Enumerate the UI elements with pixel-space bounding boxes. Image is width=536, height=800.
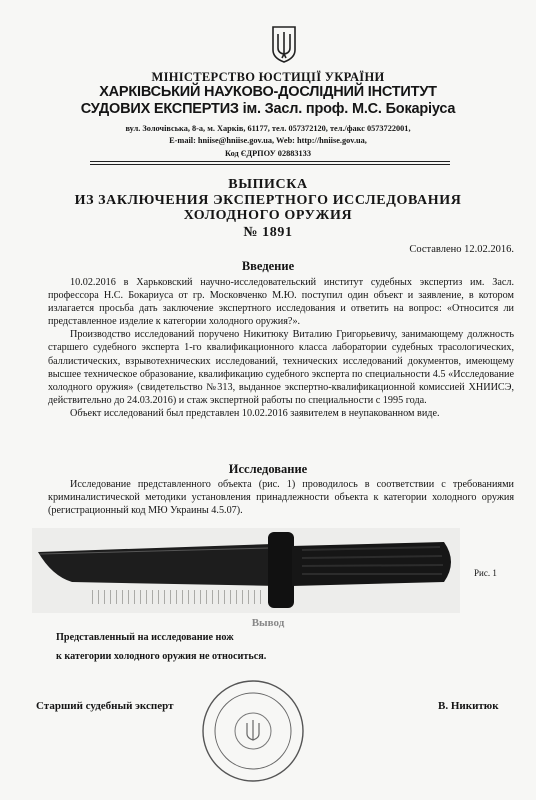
official-stamp-icon bbox=[200, 678, 306, 784]
institute-name-line2: СУДОВИХ ЕКСПЕРТИЗ ім. Засл. проф. М.С. Бокаріуса bbox=[80, 101, 456, 117]
compiled-date: Составлено 12.02.2016. bbox=[409, 244, 514, 255]
doc-title: ВЫПИСКА bbox=[228, 177, 308, 192]
doc-subtitle: ИЗ ЗАКЛЮЧЕНИЯ ЭКСПЕРТНОГО ИССЛЕДОВАНИЯ bbox=[74, 193, 462, 208]
conclusion-line: Представленный на исследование нож bbox=[56, 632, 234, 643]
doc-subtitle: ХОЛОДНОГО ОРУЖИЯ bbox=[183, 208, 353, 223]
intro-paragraph: 10.02.2016 в Харьковский научно-исследовательский институт судебных экспертиз им. Засл. профессора Н.С. Бокариуса от гр. Московченко М.Ю. поступил один объект и заявление, в котором излагается просьба дать заключение экспертного исследования и ответить на вопрос: «Относится ли представленное изделие к категории холодного оружия?». bbox=[48, 277, 514, 328]
intro-paragraph: Производство исследований поручено Никитюку Виталию Григорьевичу, занимающему должность старшего судебного эксперта 1-го квалификационного класса лаборатории судебных трасологических, баллистических, взрывотехнических исследований, технических исследований документов, имеющему высшее техническое образование, квалификацию судебного эксперта по специальности 4.5 «Исследование холодного оружия» (свидетельство №313, выданное экспертно-квалификационной комиссией ХНИИСЭ, действительно до 24.03.2016) и стаж экспертной работы по специальности с 1995 года. bbox=[48, 329, 514, 406]
section-heading-research: Исследование bbox=[228, 462, 308, 476]
edrpou-code: Код ЄДРПОУ 02883133 bbox=[225, 149, 311, 158]
intro-paragraph: Объект исследований был представлен 10.02.2016 заявителем в неупакованном виде. bbox=[70, 407, 440, 419]
ministry-name: МІНІСТЕРСТВО ЮСТИЦІЇ УКРАЇНИ bbox=[151, 70, 385, 84]
figure-label: Рис. 1 bbox=[474, 568, 497, 578]
header-divider bbox=[90, 161, 450, 162]
intro-text bbox=[48, 276, 514, 420]
signer-name: В. Никитюк bbox=[438, 700, 499, 712]
conclusion-line: к категории холодного оружия не относиться. bbox=[56, 651, 267, 662]
doc-number: № 1891 bbox=[243, 225, 293, 240]
trident-emblem-icon bbox=[270, 24, 298, 64]
section-heading-intro: Введение bbox=[241, 259, 295, 273]
address-line: вул. Золочівська, 8-а, м. Харків, 61177, тел. 057372120, тел./факс 0573722001, bbox=[125, 124, 411, 133]
research-paragraph: Исследование представленного объекта (рис. 1) проводилось в соответствии с требованиями криминалистической методики установления принадлежности объекта к категории холодного оружия (регистрационный код МЮ Украины 4.5.07). bbox=[48, 479, 514, 517]
section-heading-conclusion: Вывод bbox=[251, 617, 285, 629]
signer-position: Старший судебный эксперт bbox=[36, 700, 174, 712]
research-text bbox=[48, 478, 514, 517]
institute-name-line1: ХАРКІВСЬКИЙ НАУКОВО-ДОСЛІДНИЙ ІНСТИТУТ bbox=[99, 84, 437, 100]
header-divider bbox=[90, 164, 450, 165]
measurement-ruler bbox=[92, 590, 262, 604]
contact-line: E-mail: hniise@hniise.gov.ua, Web: http://hniise.gov.ua, bbox=[169, 136, 367, 145]
